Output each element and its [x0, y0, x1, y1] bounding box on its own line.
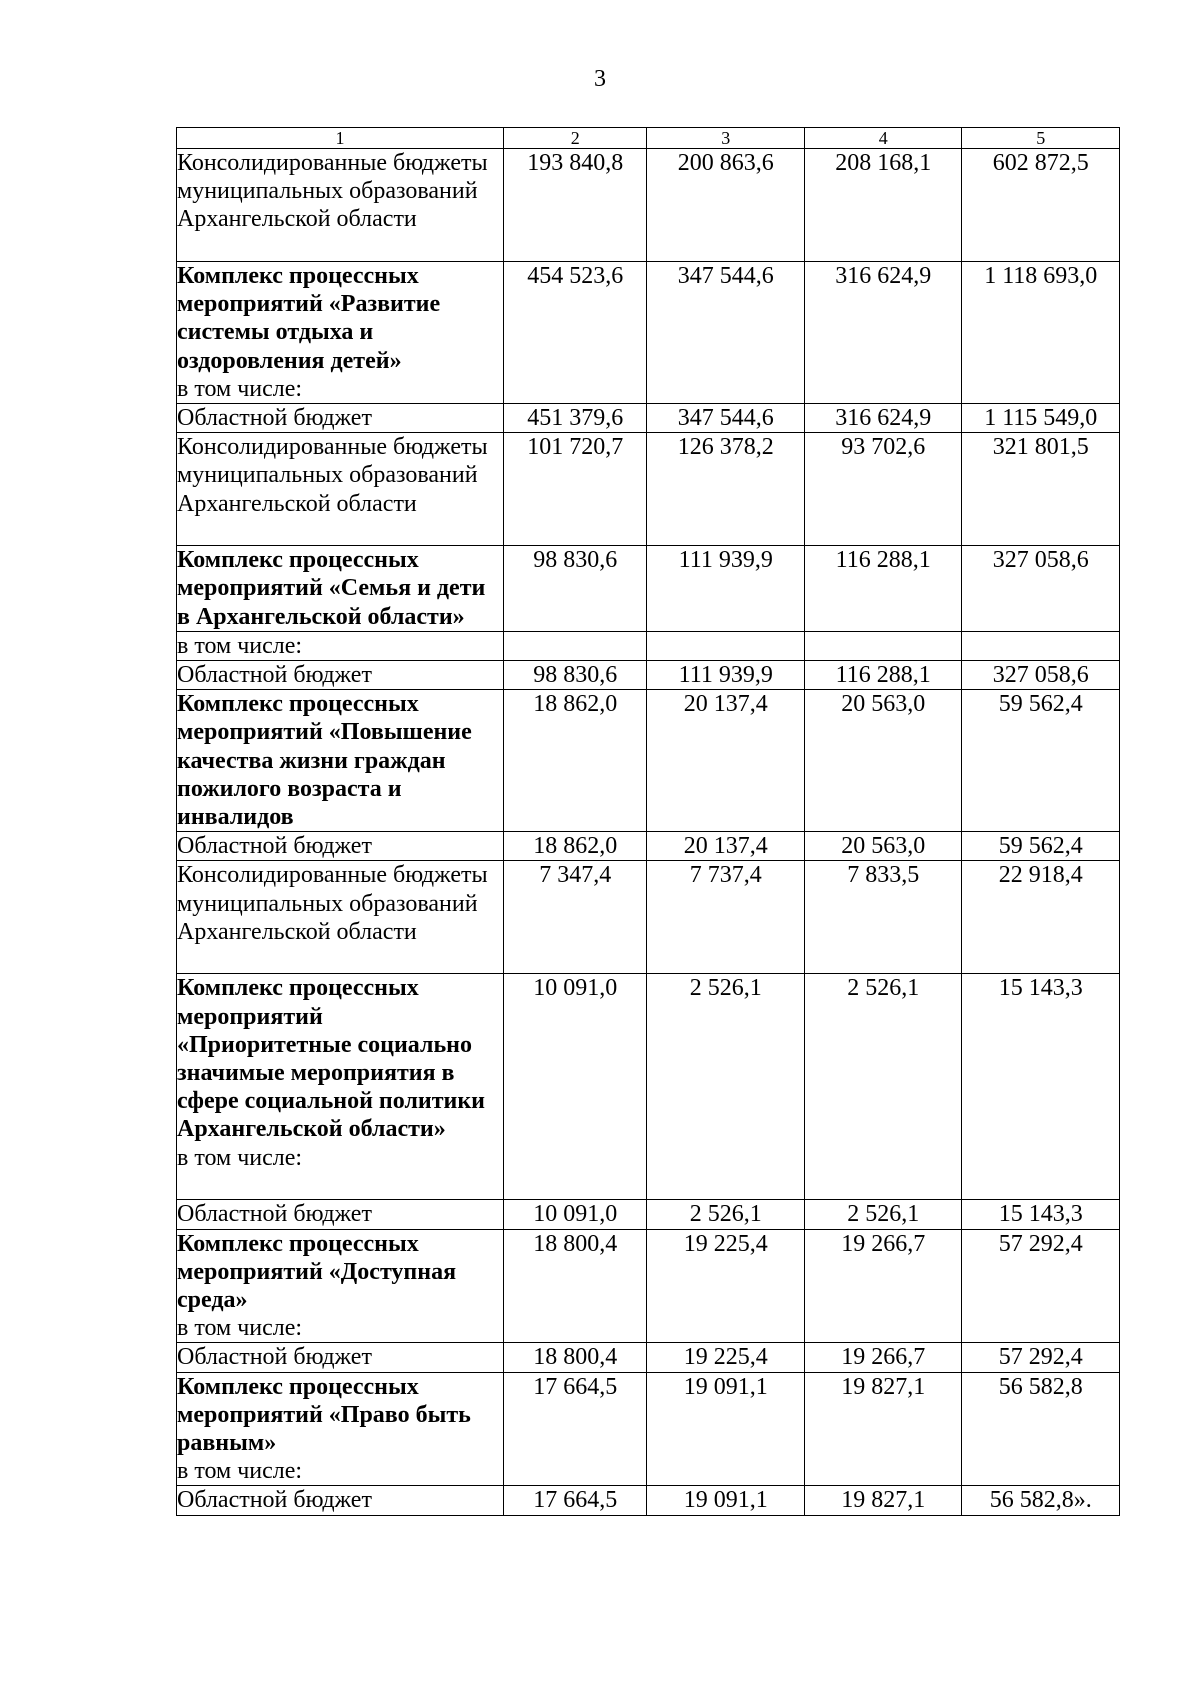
table-row — [177, 832, 1120, 861]
value-cell: 59 562,4 — [962, 832, 1120, 861]
table-row — [177, 690, 1120, 832]
column-number: 4 — [804, 128, 962, 149]
value-cell: 19 091,1 — [647, 1486, 805, 1515]
value-cell: 347 544,6 — [647, 262, 805, 404]
value-cell: 10 091,0 — [504, 1200, 647, 1229]
value-cell: 57 292,4 — [962, 1343, 1120, 1372]
column-number-row — [177, 128, 1120, 149]
value-cell: 20 563,0 — [804, 832, 962, 861]
value-cell: 57 292,4 — [962, 1229, 1120, 1343]
row-label — [177, 974, 504, 1200]
value-cell: 321 801,5 — [962, 433, 1120, 546]
table-row — [177, 661, 1120, 690]
value-cell — [962, 631, 1120, 660]
row-label-text: Консолидированные бюджеты муниципальных образований Архангельской области — [177, 150, 488, 233]
row-label — [177, 262, 504, 404]
value-cell: 15 143,3 — [962, 1200, 1120, 1229]
row-label-text: Консолидированные бюджеты муниципальных образований Архангельской области — [177, 434, 488, 517]
page-number: 3 — [594, 66, 606, 92]
value-cell: 18 800,4 — [504, 1229, 647, 1343]
table-row — [177, 1229, 1120, 1343]
row-label-text: Комплекс процессных мероприятий «Развитие системы отдыха и оздоровления детей» — [177, 263, 441, 374]
value-cell: 193 840,8 — [504, 149, 647, 262]
table-row — [177, 546, 1120, 632]
value-cell: 56 582,8 — [962, 1372, 1120, 1486]
row-label-text: в том числе: — [177, 632, 303, 659]
table-row — [177, 149, 1120, 262]
row-label — [177, 1200, 504, 1229]
row-label-text: Областной бюджет — [177, 1344, 372, 1371]
column-number: 3 — [647, 128, 805, 149]
row-label — [177, 631, 504, 660]
value-cell: 19 225,4 — [647, 1343, 805, 1372]
value-cell: 200 863,6 — [647, 149, 805, 262]
value-cell: 7 833,5 — [804, 861, 962, 974]
row-label-text: Комплекс процессных мероприятий «Приоритетные социально значимые мероприятия в сфере социальной политики Архангельской области» — [177, 975, 486, 1143]
table-row — [177, 404, 1120, 433]
value-cell: 2 526,1 — [647, 974, 805, 1200]
value-cell: 18 800,4 — [504, 1343, 647, 1372]
row-label — [177, 861, 504, 974]
row-label-text: Областной бюджет — [177, 1487, 372, 1514]
row-label — [177, 546, 504, 632]
value-cell — [504, 631, 647, 660]
row-label — [177, 661, 504, 690]
value-cell: 17 664,5 — [504, 1486, 647, 1515]
value-cell: 18 862,0 — [504, 832, 647, 861]
row-label — [177, 1343, 504, 1372]
value-cell: 116 288,1 — [804, 546, 962, 632]
value-cell: 20 137,4 — [647, 690, 805, 832]
value-cell: 22 918,4 — [962, 861, 1120, 974]
value-cell: 19 225,4 — [647, 1229, 805, 1343]
value-cell: 7 737,4 — [647, 861, 805, 974]
row-label-text: Консолидированные бюджеты муниципальных образований Архангельской области — [177, 862, 488, 945]
value-cell: 1 115 549,0 — [962, 404, 1120, 433]
row-sublabel: в том числе: — [177, 1144, 303, 1171]
value-cell: 208 168,1 — [804, 149, 962, 262]
row-label-text: Областной бюджет — [177, 405, 372, 432]
value-cell: 15 143,3 — [962, 974, 1120, 1200]
row-label — [177, 149, 504, 262]
value-cell: 19 827,1 — [804, 1372, 962, 1486]
row-label — [177, 404, 504, 433]
value-cell: 98 830,6 — [504, 661, 647, 690]
row-label — [177, 832, 504, 861]
value-cell: 602 872,5 — [962, 149, 1120, 262]
table-row — [177, 631, 1120, 660]
table-row — [177, 861, 1120, 974]
table-row — [177, 1372, 1120, 1486]
value-cell: 316 624,9 — [804, 404, 962, 433]
row-label — [177, 690, 504, 832]
row-label-text: Областной бюджет — [177, 662, 372, 689]
value-cell: 19 266,7 — [804, 1343, 962, 1372]
table-row — [177, 974, 1120, 1200]
column-number: 5 — [962, 128, 1120, 149]
value-cell: 19 266,7 — [804, 1229, 962, 1343]
row-label-text: Комплекс процессных мероприятий «Право быть равным» — [177, 1373, 471, 1457]
value-cell: 101 720,7 — [504, 433, 647, 546]
budget-table — [176, 127, 1120, 1516]
value-cell: 19 091,1 — [647, 1372, 805, 1486]
value-cell: 20 137,4 — [647, 832, 805, 861]
row-label-text: Областной бюджет — [177, 1201, 372, 1228]
value-cell: 316 624,9 — [804, 262, 962, 404]
value-cell: 111 939,9 — [647, 546, 805, 632]
row-sublabel: в том числе: — [177, 1315, 303, 1342]
value-cell: 347 544,6 — [647, 404, 805, 433]
table-row — [177, 433, 1120, 546]
value-cell: 2 526,1 — [804, 1200, 962, 1229]
value-cell: 10 091,0 — [504, 974, 647, 1200]
value-cell — [647, 631, 805, 660]
value-cell: 59 562,4 — [962, 690, 1120, 832]
row-label — [177, 1486, 504, 1515]
value-cell: 18 862,0 — [504, 690, 647, 832]
value-cell: 17 664,5 — [504, 1372, 647, 1486]
value-cell: 111 939,9 — [647, 661, 805, 690]
row-label-text: Комплекс процессных мероприятий «Доступная среда» — [177, 1230, 457, 1314]
table-row — [177, 1343, 1120, 1372]
value-cell: 1 118 693,0 — [962, 262, 1120, 404]
row-label — [177, 433, 504, 546]
value-cell: 327 058,6 — [962, 546, 1120, 632]
column-number: 2 — [504, 128, 647, 149]
row-sublabel: в том числе: — [177, 375, 303, 402]
row-label-text: Комплекс процессных мероприятий «Семья и дети в Архангельской области» — [177, 547, 486, 630]
value-cell: 7 347,4 — [504, 861, 647, 974]
row-label — [177, 1372, 504, 1486]
value-cell: 116 288,1 — [804, 661, 962, 690]
value-cell: 56 582,8». — [962, 1486, 1120, 1515]
table-row — [177, 1200, 1120, 1229]
value-cell: 93 702,6 — [804, 433, 962, 546]
value-cell: 2 526,1 — [647, 1200, 805, 1229]
row-label-text: Комплекс процессных мероприятий «Повышение качества жизни граждан пожилого возраста и инвалидов — [177, 691, 472, 831]
value-cell: 451 379,6 — [504, 404, 647, 433]
value-cell: 98 830,6 — [504, 546, 647, 632]
value-cell: 454 523,6 — [504, 262, 647, 404]
table-row — [177, 1486, 1120, 1515]
value-cell: 20 563,0 — [804, 690, 962, 832]
column-number: 1 — [177, 128, 504, 149]
row-sublabel: в том числе: — [177, 1458, 303, 1485]
row-label-text: Областной бюджет — [177, 833, 372, 860]
value-cell: 327 058,6 — [962, 661, 1120, 690]
value-cell: 126 378,2 — [647, 433, 805, 546]
value-cell: 19 827,1 — [804, 1486, 962, 1515]
value-cell: 2 526,1 — [804, 974, 962, 1200]
table-row — [177, 262, 1120, 404]
value-cell — [804, 631, 962, 660]
row-label — [177, 1229, 504, 1343]
